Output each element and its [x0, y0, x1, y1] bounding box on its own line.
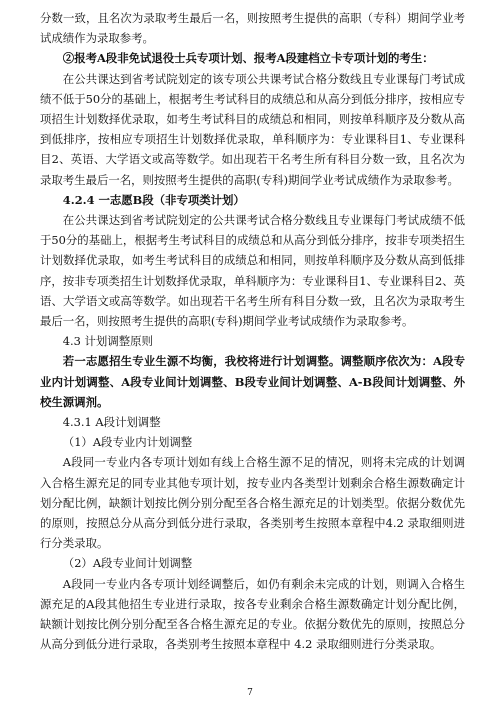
p-section-431: 4.3.1 A段计划调整 — [62, 415, 161, 430]
p-section-43: 4.3 计划调整原则 — [62, 334, 153, 349]
page-number: 7 — [247, 688, 253, 698]
p-body-1: 在公共课达到省考试院划定的该专项公共课考试合格分数线且专业课每门考试成绩不低于50分的基础上，根据考生考试科目的成绩总和从高分到低分排序，按相应专项招生计划数择优录取，如考生考试科目的成绩总和相同，则按单科顺序及分数从高到低排序，按相应专项招生计划数择优录取，单科顺序为：专业课科目1、专业课科目2、英语、大学语文或高等数学。如出现若干名考生所有科目分数一致，且名次为录取考生最后一名，则按照考生提供的高职(专科)期间学业考试成绩作为录取参考。 — [40, 71, 465, 187]
p-body-3: 若一志愿招生专业生源不均衡，我校将进行计划调整。调整顺序依次为：A段专业内计划调整、A段专业间计划调整、B段专业间计划调整、A-B段间计划调整、外校生源调剂。 — [40, 354, 465, 409]
p-cont-1: 分数一致，且名次为录取考生最后一名，则按照考生提供的高职（专科）期间学业考试成绩作为录取参考。 — [40, 11, 465, 46]
p-section-424: 4.2.4 一志愿B段（非专项类计划） — [62, 192, 245, 207]
p-body-2: 在公共课达到省考试院划定的公共课考试合格分数线且专业课每门考试成绩不低于50分的基础上，根据考生考试科目的成绩总和从高分到低分排序，按非专项类招生计划数择优录取，如考生考试科目的成绩总和相同，则按单科顺序及分数从高到低排序，按非专项类招生计划数择优录取，单科顺序为：专业课科目1、专业课科目2、英语、大学语文或高等数学。如出现若干名考生所有科目分数一致，且名次为录取考生最后一名，则按照考生提供的高职(专科)期间学业考试成绩作为录取参考。 — [40, 213, 465, 329]
p-body-4: A段同一专业内各专项计划如有线上合格生源不足的情况，则将未完成的计划调入合格生源充足的同专业其他专项计划，按专业内各类型计划剩余合格生源数确定计划分配比例，缺额计划按比例分别分配至各合格生源充足的计划类型。依据分数优先的原则，按照总分从高分到低分进行录取，各类别考生按照本章程中4.2 录取细则进行分类录取。 — [40, 455, 465, 551]
document-body — [40, 8, 465, 655]
p-sub-1: （1）A段专业内计划调整 — [62, 435, 193, 450]
p-body-5: A段同一专业内各专项计划经调整后，如仍有剩余未完成的计划，则调入合格生源充足的A段其他招生专业进行录取，按各专业剩余合格生源数确定计划分配比例，缺额计划按比例分别分配至各合格生源充足的专业。依据分数优先的原则，按照总分从高分到低分进行录取，各类别考生按照本章程中 4.2 录取细则进行分类录取。 — [40, 576, 465, 652]
p-heading-2: ②报考A段非免试退役士兵专项计划、报考A段建档立卡专项计划的考生： — [62, 51, 434, 66]
p-sub-2: （2）A段专业间计划调整 — [62, 556, 193, 571]
